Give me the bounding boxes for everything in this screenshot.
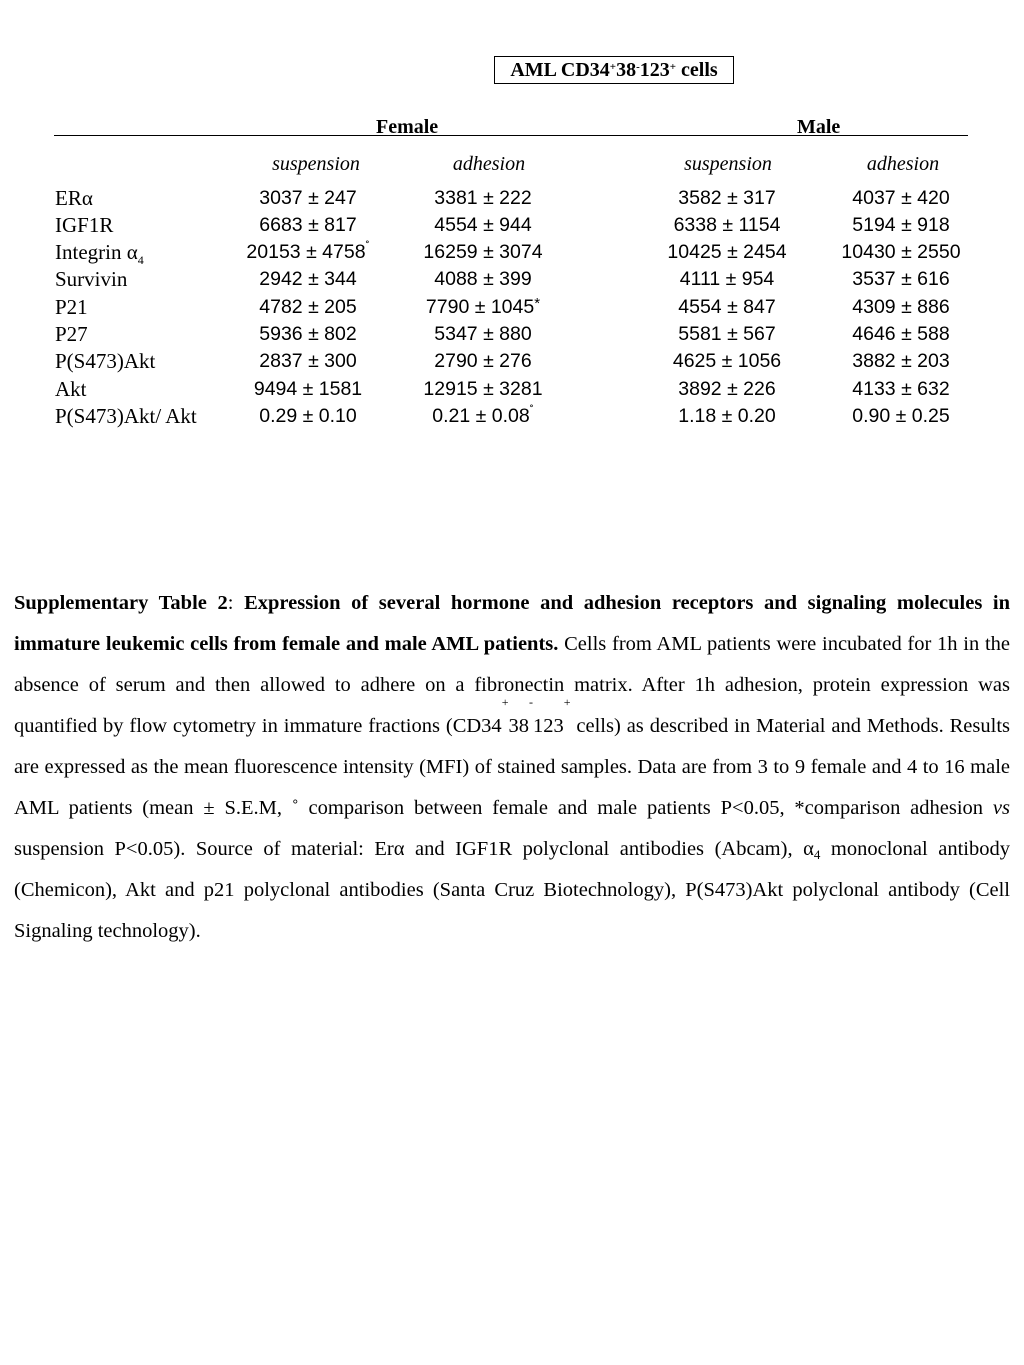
title-sup-2: - [636,61,640,73]
row-label-text: P21 [55,295,88,319]
table-cell [647,214,807,237]
table-cell [647,405,807,428]
cell-value: 0.90 ± 0.25 [852,405,950,427]
table-cell [821,405,981,428]
col-header-female-adhesion: adhesion [452,153,526,175]
table-cell [821,323,981,346]
cell-value: 0.29 ± 0.10 [259,405,357,427]
cell-value: 16259 ± 3074 [423,241,543,263]
cell-value: 2942 ± 344 [259,268,357,290]
row-label-text: Integrin α [55,240,138,264]
significance-mark: * [534,295,541,312]
table-cell [403,296,563,319]
table-cell [228,187,388,210]
caption-colon: : [227,592,245,614]
table-cell [403,268,563,291]
caption-text-6: monoclonal antibody (Chemicon), Akt and p21 polyclonal antibodies (Santa Cruz Biotechnology), P(S473)Akt polyclonal antibody (Cell Signaling technology). [14,838,1010,942]
title-mid-1: 38 [616,59,637,81]
cell-value: 0.21 ± 0.08 [432,405,530,427]
cell-value: 3381 ± 222 [434,187,532,209]
table-cell [403,350,563,373]
cell-value: 6683 ± 817 [259,214,357,236]
cell-value: 4625 ± 1056 [672,350,782,372]
cell-value: 9494 ± 1581 [253,378,363,400]
caption-bold-title: Expression of several hormone and adhesion receptors and signaling molecules in immature leukemic cells from female and male AML patients. [14,592,1010,655]
table-cell [403,378,563,401]
cell-value: 4646 ± 588 [852,323,950,345]
row-label [55,295,88,320]
caption-sup-1: + [501,695,509,709]
row-label [55,377,87,402]
cell-value: 3582 ± 317 [678,187,776,209]
cell-value: 6338 ± 1154 [673,214,781,236]
row-label [55,240,144,265]
cell-value: 3892 ± 226 [678,378,776,400]
caption-text-3: 123 [532,715,564,737]
table-cell [403,405,563,428]
title-end: cells [676,59,718,81]
caption-text-1: Cells from AML patients were incubated for 1h in the absence of serum and then allowed to adhere on a fibronectin matrix. After 1h adhesion, protein expression was quantified by flow cytometry in immature fractions (CD34 [14,633,1010,737]
caption-text-4: cells) as described in Material and Methods. Results are expressed as the mean fluorescence intensity (MFI) of stained samples. Data are from 3 to 9 female and 4 to 16 male AML patients (mean ± S.E.M, ˚ comparison between female and male patients P<0.05, *comparison adhesion [14,715,1011,819]
row-label [55,349,155,374]
row-label-text: P(S473)Akt/ Akt [55,404,197,428]
table-title-text: AML CD34 [510,59,610,81]
cell-value: 3037 ± 247 [259,187,357,209]
caption-vs: vs [992,797,1010,819]
table-cell [647,241,807,264]
table-cell [228,405,388,428]
table-cell [403,214,563,237]
col-header-male-adhesion: adhesion [866,153,940,175]
table-caption [14,583,1010,952]
col-header-female-suspension: suspension [272,153,360,175]
caption-sub-4: 4 [813,847,821,862]
row-label-subscript: 4 [137,253,144,267]
table-cell [403,241,563,264]
cell-value: 1.18 ± 0.20 [678,405,776,427]
caption-text-5: suspension P<0.05). Source of material: Erα and IGF1R polyclonal antibodies (Abcam), α [14,838,814,860]
table-cell [647,187,807,210]
table-cell [228,268,388,291]
table-cell [403,323,563,346]
cell-value: 2790 ± 276 [434,350,532,372]
table-cell [821,214,981,237]
table-cell [821,241,981,264]
header-rule [54,135,968,136]
cell-value: 4554 ± 847 [678,296,776,318]
table-cell [228,350,388,373]
table-cell [821,350,981,373]
group-header-female: Female [376,116,439,138]
cell-value: 3882 ± 203 [852,350,950,372]
row-label [55,322,88,347]
title-sup-1: + [609,61,617,73]
row-label [55,213,113,238]
cell-value: 4037 ± 420 [852,187,950,209]
cell-value: 3537 ± 616 [852,268,950,290]
table-cell [821,296,981,319]
cell-value: 10425 ± 2454 [667,241,787,263]
significance-mark: ˚ [365,239,370,253]
title-sup-3: + [669,61,677,73]
cell-value: 5194 ± 918 [852,214,950,236]
cell-value: 12915 ± 3281 [423,378,543,400]
row-label-text: P27 [55,322,88,346]
cell-value: 5936 ± 802 [259,323,357,345]
row-label [55,267,127,292]
row-label-text: P(S473)Akt [55,349,156,373]
cell-value: 5347 ± 880 [434,323,532,345]
cell-value: 4133 ± 632 [852,378,950,400]
caption-sup-3: + [563,695,571,709]
cell-value: 4088 ± 399 [434,268,532,290]
table-cell [228,241,388,264]
table-title-box [494,56,734,84]
table-cell [647,268,807,291]
group-header-male: Male [797,116,841,138]
table-cell [647,296,807,319]
table-cell [228,214,388,237]
table-cell [647,378,807,401]
caption-sup-2: - [528,695,533,709]
cell-value: 4554 ± 944 [434,214,532,236]
table-cell [228,323,388,346]
cell-value: 4309 ± 886 [852,296,950,318]
significance-mark: ˚ [529,403,534,417]
cell-value: 5581 ± 567 [678,323,776,345]
table-cell [647,350,807,373]
cell-value: 20153 ± 4758 [246,241,366,263]
table-cell [403,187,563,210]
table-cell [228,378,388,401]
table-cell [821,378,981,401]
cell-value: 4782 ± 205 [259,296,357,318]
row-label-text: IGF1R [55,213,114,237]
cell-value: 7790 ± 1045 [425,296,535,318]
table-cell [821,187,981,210]
col-header-male-suspension: suspension [684,153,772,175]
caption-label: Supplementary Table 2 [14,592,228,614]
caption-text-2: 38 [508,715,529,737]
table-cell [647,323,807,346]
row-label-text: Survivin [55,267,128,291]
cell-value: 10430 ± 2550 [841,241,961,263]
cell-value: 2837 ± 300 [259,350,357,372]
row-label-text: ERα [55,186,93,210]
row-label-text: Akt [55,377,87,401]
title-mid-2: 123 [639,59,670,81]
cell-value: 4111 ± 954 [679,268,775,290]
table-cell [821,268,981,291]
table-cell [228,296,388,319]
row-label [55,186,93,211]
row-label [55,404,197,429]
